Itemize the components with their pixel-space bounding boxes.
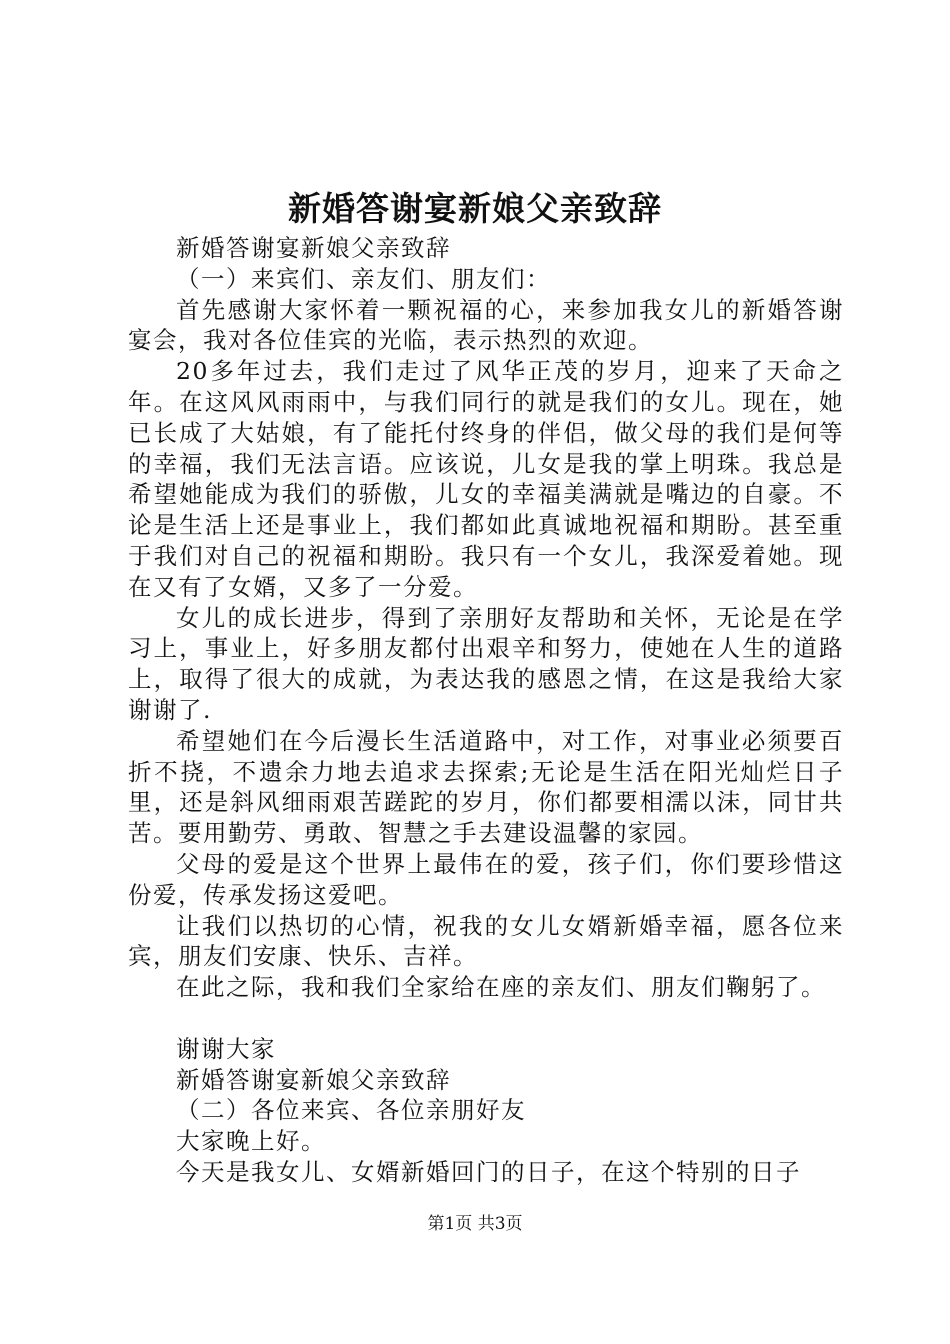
paragraph: 大家晚上好。 <box>176 1127 326 1156</box>
paragraph: （一）来宾们、亲友们、朋友们： <box>176 264 551 293</box>
paragraph: 谢谢大家 <box>176 1034 276 1063</box>
paragraph: 女儿的成长进步，得到了亲朋好友帮助和关怀，无论是在学习上，事业上，好多朋友都付出艰辛和努力，使她在人生的道路上，取得了很大的成就，为表达我的感恩之情，在这是我给大家谢谢了. <box>128 603 844 724</box>
document-body <box>128 233 844 1188</box>
paragraph: 让我们以热切的心情，祝我的女儿女婿新婚幸福，愿各位来宾，朋友们安康、快乐、吉祥。 <box>128 911 844 971</box>
paragraph: 新婚答谢宴新娘父亲致辞 <box>176 234 451 262</box>
paragraph: 父母的爱是这个世界上最伟在的爱，孩子们，你们要珍惜这份爱，传承发扬这爱吧。 <box>128 849 844 909</box>
paragraph: 新婚答谢宴新娘父亲致辞 <box>176 1065 451 1094</box>
paragraph: 今天是我女儿、女婿新婚回门的日子，在这个特别的日子 <box>176 1157 801 1186</box>
paragraph: （二）各位来宾、各位亲朋好友 <box>176 1096 526 1125</box>
paragraph: 首先感谢大家怀着一颗祝福的心，来参加我女儿的新婚答谢宴会，我对各位佳宾的光临，表示热烈的欢迎。 <box>128 295 844 355</box>
paragraph: 20多年过去，我们走过了风华正茂的岁月，迎来了天命之年。在这风风雨雨中，与我们同行的就是我们的女儿。现在，她已长成了大姑娘，有了能托付终身的伴侣，做父母的我们是何等的幸福，我们无法言语。应该说，儿女是我的掌上明珠。我总是希望她能成为我们的骄傲，儿女的幸福美满就是嘴边的自豪。不论是生活上还是事业上，我们都如此真诚地祝福和期盼。甚至重于我们对自己的祝福和期盼。我只有一个女儿，我深爱着她。现在又有了女婿，又多了一分爱。 <box>128 357 844 601</box>
document-title: 新婚答谢宴新娘父亲致辞 <box>288 189 662 228</box>
paragraph: 在此之际，我和我们全家给在座的亲友们、朋友们鞠躬了。 <box>176 973 826 1002</box>
blank-line <box>128 1003 844 1034</box>
paragraph: 希望她们在今后漫长生活道路中，对工作，对事业必须要百折不挠，不遗余力地去追求去探索;无论是生活在阳光灿烂日子里，还是斜风细雨艰苦蹉跎的岁月，你们都要相濡以沫，同甘共苦。要用勤劳、勇敢、智慧之手去建设温馨的家园。 <box>128 726 844 848</box>
page-footer: 第1页 共3页 <box>427 1214 523 1234</box>
